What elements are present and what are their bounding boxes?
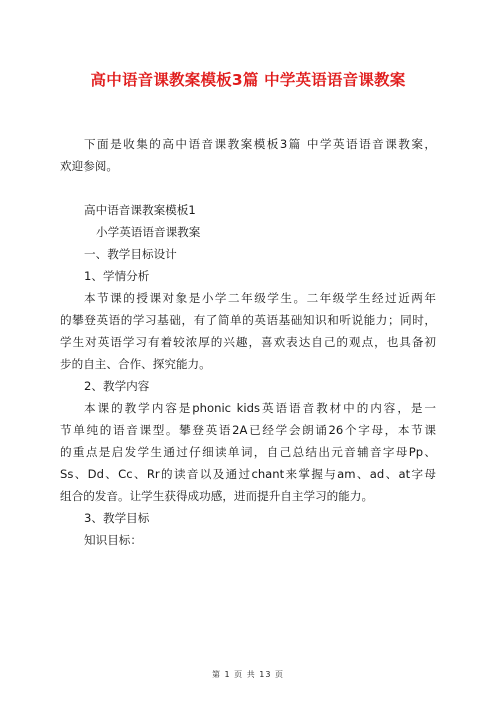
paragraph-line: 的攀登英语的学习基础，有了简单的英语基础知识和听说能力；同时， xyxy=(60,313,436,327)
knowledge-goal-label: 知识目标： xyxy=(84,533,142,547)
paragraph-line: Ss、Dd、Cc、Rr的读音以及通过chant来掌握与am、ad、at字母 xyxy=(60,467,436,481)
paragraph-line: 学生对英语学习有着较浓厚的兴趣，喜欢表达自己的观点，也具备初 xyxy=(60,335,436,349)
paragraph-line: 本节课的授课对象是小学二年级学生。二年级学生经过近两年 xyxy=(84,291,436,305)
sub-heading-3: 3、教学目标 xyxy=(84,511,150,525)
page-number-footer: 第 1 页 共 13 页 xyxy=(212,670,284,679)
lesson-title: 小学英语语音课教案 xyxy=(96,225,201,239)
paragraph-line: 组合的发音。让学生获得成功感，进而提升自主学习的能力。 xyxy=(60,489,374,503)
sub-heading-2: 2、教学内容 xyxy=(84,379,150,393)
intro-line-1: 下面是收集的高中语音课教案模板3篇 中学英语语音课教案， xyxy=(84,137,436,151)
intro-line-2: 欢迎参阅。 xyxy=(60,159,118,173)
sub-heading-1: 1、学情分析 xyxy=(84,269,150,283)
paragraph-line: 节单纯的语音课型。攀登英语2A已经学会朗诵26个字母，本节课 xyxy=(60,423,436,437)
paragraph-line: 本课的教学内容是phonic kids英语语音教材中的内容，是一 xyxy=(84,401,436,415)
document-body xyxy=(60,133,436,551)
part-heading-1: 一、教学目标设计 xyxy=(84,247,177,261)
template-heading: 高中语音课教案模板1 xyxy=(84,203,196,217)
paragraph-line: 的重点是启发学生通过仔细读单词，自己总结出元音辅音字母Pp、 xyxy=(60,445,436,459)
paragraph-line: 步的自主、合作、探究能力。 xyxy=(60,357,211,371)
document-title: 高中语音课教案模板3篇 中学英语语音课教案 xyxy=(90,71,406,89)
